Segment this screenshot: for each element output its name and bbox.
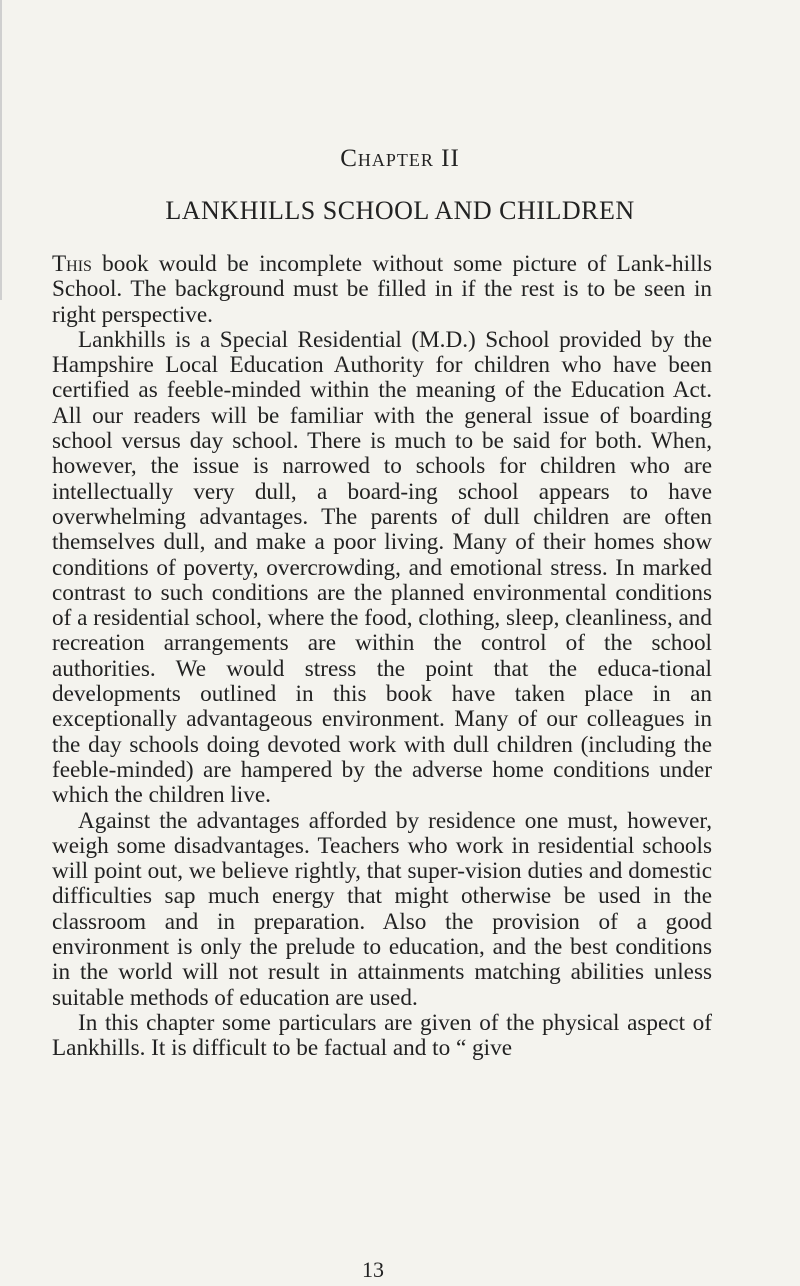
paragraph-3: Against the advantages afforded by residence one must, however, weigh some disadvantages. Teachers who work in residential schools will point out, we believe rightly, that super-vision duties and domestic difficulties sap much energy that might otherwise be used in the classroom and in preparation. Also the provision of a good environment is only the prelude to education, and the best conditions in the world will not result in attainments matching abilities unless suitable methods of education are used. [52,807,712,1011]
chapter-label: Chapter II [340,145,460,172]
paragraph-1-text: book would be incomplete without some picture of Lank-hills School. The background must be filled in if the rest is to be seen in right perspective. [52,251,712,328]
paragraph-1-lead: This [52,251,92,277]
paragraph-1 [52,252,712,328]
chapter-title: LANKHILLS SCHOOL AND CHILDREN [165,196,635,225]
paragraph-2: Lankhills is a Special Residential (M.D.) School provided by the Hampshire Local Education Authority for children who have been certified as feeble-minded within the meaning of the Education Act. All our readers will be familiar with the general issue of boarding school versus day school. There is much to be said for both. When, however, the issue is narrowed to schools for children who are intellectually very dull, a board-ing school appears to have overwhelming advantages. The parents of dull children are often themselves dull, and make a poor living. Many of their homes show conditions of poverty, overcrowding, and emotional stress. In marked contrast to such conditions are the planned environmental conditions of a residential school, where the food, clothing, sleep, cleanliness, and recreation arrangements are within the control of the school authorities. We would stress the point that the educa-tional developments outlined in this book have taken place in an exceptionally advantageous environment. Many of our colleagues in the day schools doing devoted work with dull children (including the feeble-minded) are hampered by the adverse home conditions under which the children live. [52,326,712,809]
paragraph-4: In this chapter some particulars are given of the physical aspect of Lankhills. It is difficult to be factual and to “ give [52,1009,712,1062]
body-text [52,252,712,1062]
page-number: 13 [362,1257,384,1282]
